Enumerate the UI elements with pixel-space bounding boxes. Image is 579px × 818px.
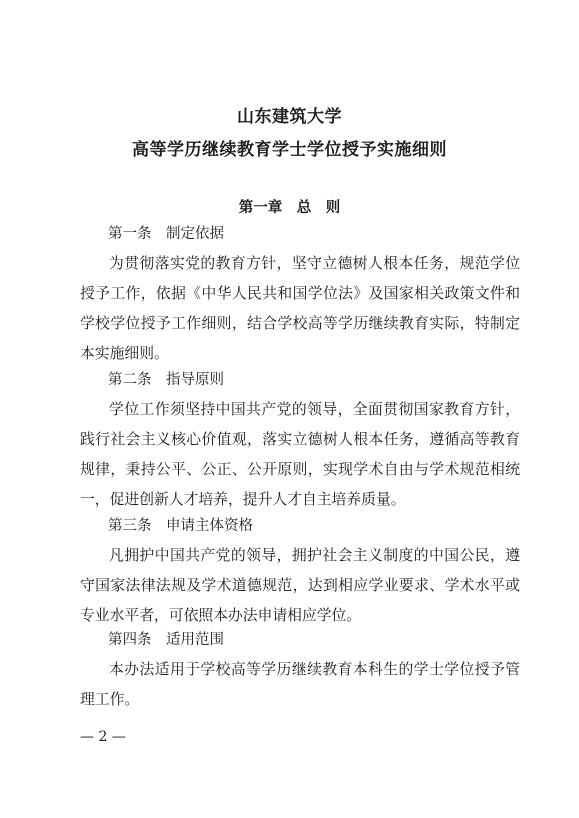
- article-3-heading: 第三条 申请主体资格: [108, 518, 253, 534]
- article-1-heading: 第一条 制定依据: [108, 226, 224, 242]
- article-2-text: 学位工作须坚持中国共产党的领导，全面贯彻国家教育方针，践行社会主义核心价值观，落实立德树人根本任务，遵循高等教育规律，秉持公平、公正、公开原则，实现学术自由与学术规范相统一，促进创新人才培养，提升人才自主培养质量。: [80, 401, 520, 508]
- article-4-text: 本办法适用于学校高等学历继续教育本科生的学士学位授予管理工作。: [80, 661, 520, 708]
- chapter-heading: 第一章 总 则: [238, 200, 341, 216]
- article-1-text: 为贯彻落实党的教育方针，坚守立德树人根本任务，规范学位授予工作，依据《中华人民共和国学位法》及国家相关政策文件和学校学位授予工作细则，结合学校高等学历继续教育实际，特制定本实施细则。: [80, 255, 520, 362]
- document-title-line1: 山东建筑大学: [237, 107, 342, 127]
- article-3-text: 凡拥护中国共产党的领导，拥护社会主义制度的中国公民，遵守国家法律法规及学术道德规范，达到相应学业要求、学术水平或专业水平者，可依照本办法申请相应学位。: [80, 547, 520, 624]
- article-2-heading: 第二条 指导原则: [108, 372, 224, 388]
- article-4-heading: 第四条 适用范围: [108, 632, 224, 648]
- document-title-line2: 高等学历继续教育学士学位授予实施细则: [132, 140, 447, 160]
- page-number: — 2 —: [80, 729, 126, 745]
